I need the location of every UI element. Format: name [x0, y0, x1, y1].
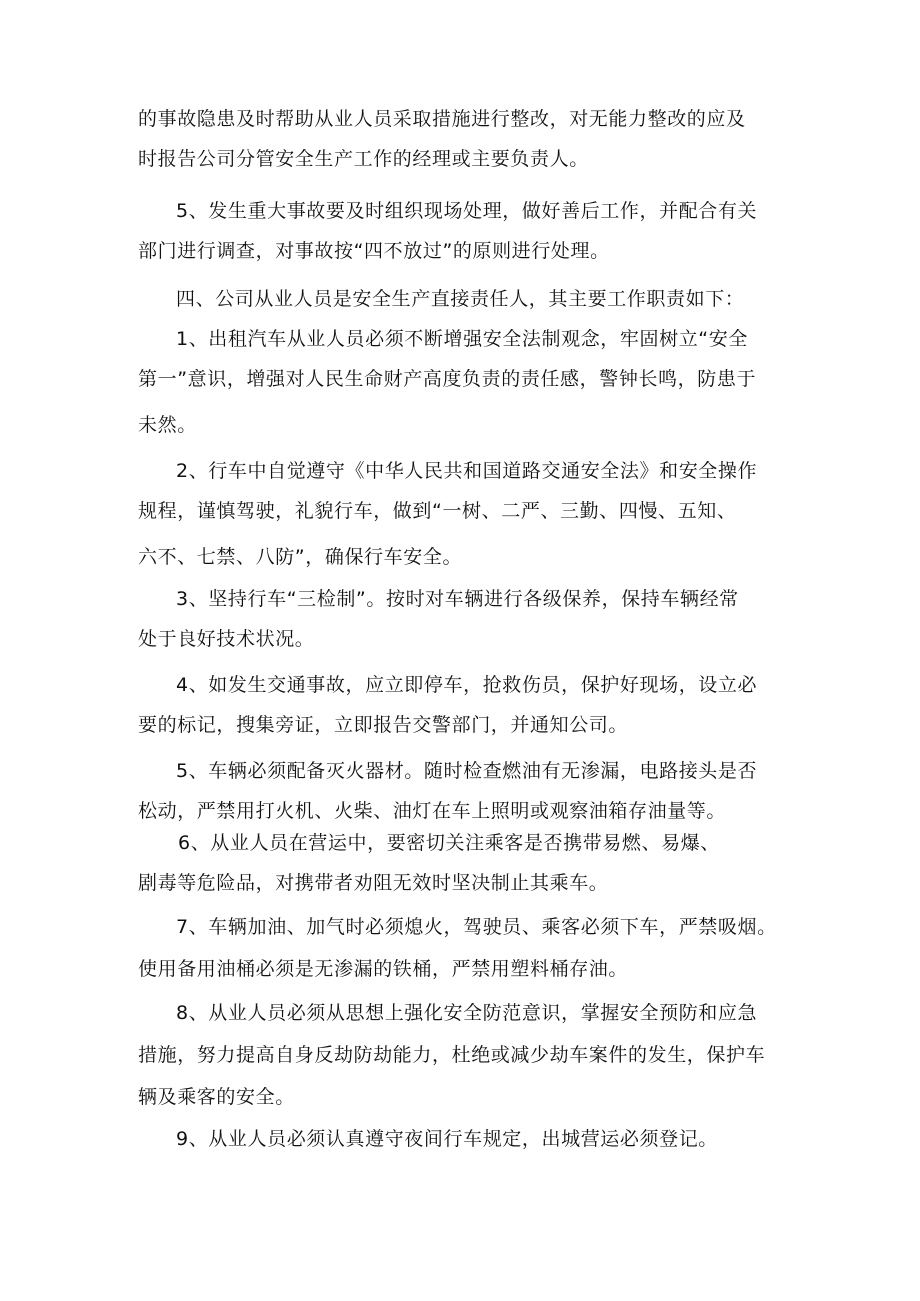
- text-line: 部门进行调查，对事故按“四不放过”的原则进行处理。: [138, 240, 610, 262]
- section-heading-four: 四、公司从业人员是安全生产直接责任人，其主要工作职责如下：: [176, 288, 745, 310]
- paragraph-item-5b-line: 5、车辆必须配备灭火器材。随时检查燃油有无渗漏，电路接头是否: [176, 760, 758, 782]
- paragraph-item-6-line: 6、从业人员在营运中，要密切关注乘客是否携带易燃、易爆、: [178, 832, 720, 854]
- paragraph-item-9-line: 9、从业人员必须认真遵守夜间行车规定，出城营运必须登记。: [176, 1128, 718, 1150]
- paragraph-item-7-line: 7、车辆加油、加气时必须熄火，驾驶员、乘客必须下车，严禁吸烟。: [176, 916, 777, 938]
- paragraph-item-8-line: 8、从业人员必须从思想上强化安全防范意识，掌握安全预防和应急: [176, 1002, 758, 1024]
- paragraph-item-5-line: 5、发生重大事故要及时组织现场处理，做好善后工作，并配合有关: [176, 200, 758, 222]
- text-line: 使用备用油桶必须是无渗漏的铁桶，严禁用塑料桶存油。: [138, 958, 629, 980]
- paragraph-item-1-line: 1、出租汽车从业人员必须不断增强安全法制观念，牢固树立“安全: [176, 328, 748, 350]
- text-line: 松动，严禁用打火机、火柴、油灯在车上照明或观察油箱存油量等。: [138, 800, 727, 822]
- text-line: 要的标记，搜集旁证，立即报告交警部门，并通知公司。: [138, 714, 629, 736]
- paragraph-item-3-line: 3、坚持行车“三检制”。按时对车辆进行各级保养，保持车辆经常: [176, 588, 739, 610]
- text-line: 时报告公司分管安全生产工作的经理或主要负责人。: [138, 148, 589, 170]
- text-line: 规程，谨慎驾驶，礼貌行车，做到“一树、二严、三勤、四慢、五知、: [138, 500, 737, 522]
- text-line: 六不、七禁、八防”，确保行车安全。: [138, 546, 463, 568]
- text-line: 处于良好技术状况。: [138, 628, 315, 650]
- text-line: 的事故隐患及时帮助从业人员采取措施进行整改，对无能力整改的应及: [138, 108, 746, 130]
- text-line: 剧毒等危险品，对携带者劝阻无效时坚决制止其乘车。: [138, 872, 609, 894]
- paragraph-item-2-line: 2、行车中自觉遵守《中华人民共和国道路交通安全法》和安全操作: [176, 460, 758, 482]
- text-line: 未然。: [138, 414, 197, 436]
- text-line: 第一”意识，增强对人民生命财产高度负责的责任感，警钟长鸣，防患于: [138, 368, 757, 390]
- text-line: 辆及乘客的安全。: [138, 1086, 295, 1108]
- text-line: 措施，努力提高自身反劫防劫能力，杜绝或减少劫车案件的发生，保护车: [138, 1044, 766, 1066]
- paragraph-item-4-line: 4、如发生交通事故，应立即停车，抢救伤员，保护好现场，设立必: [176, 674, 758, 696]
